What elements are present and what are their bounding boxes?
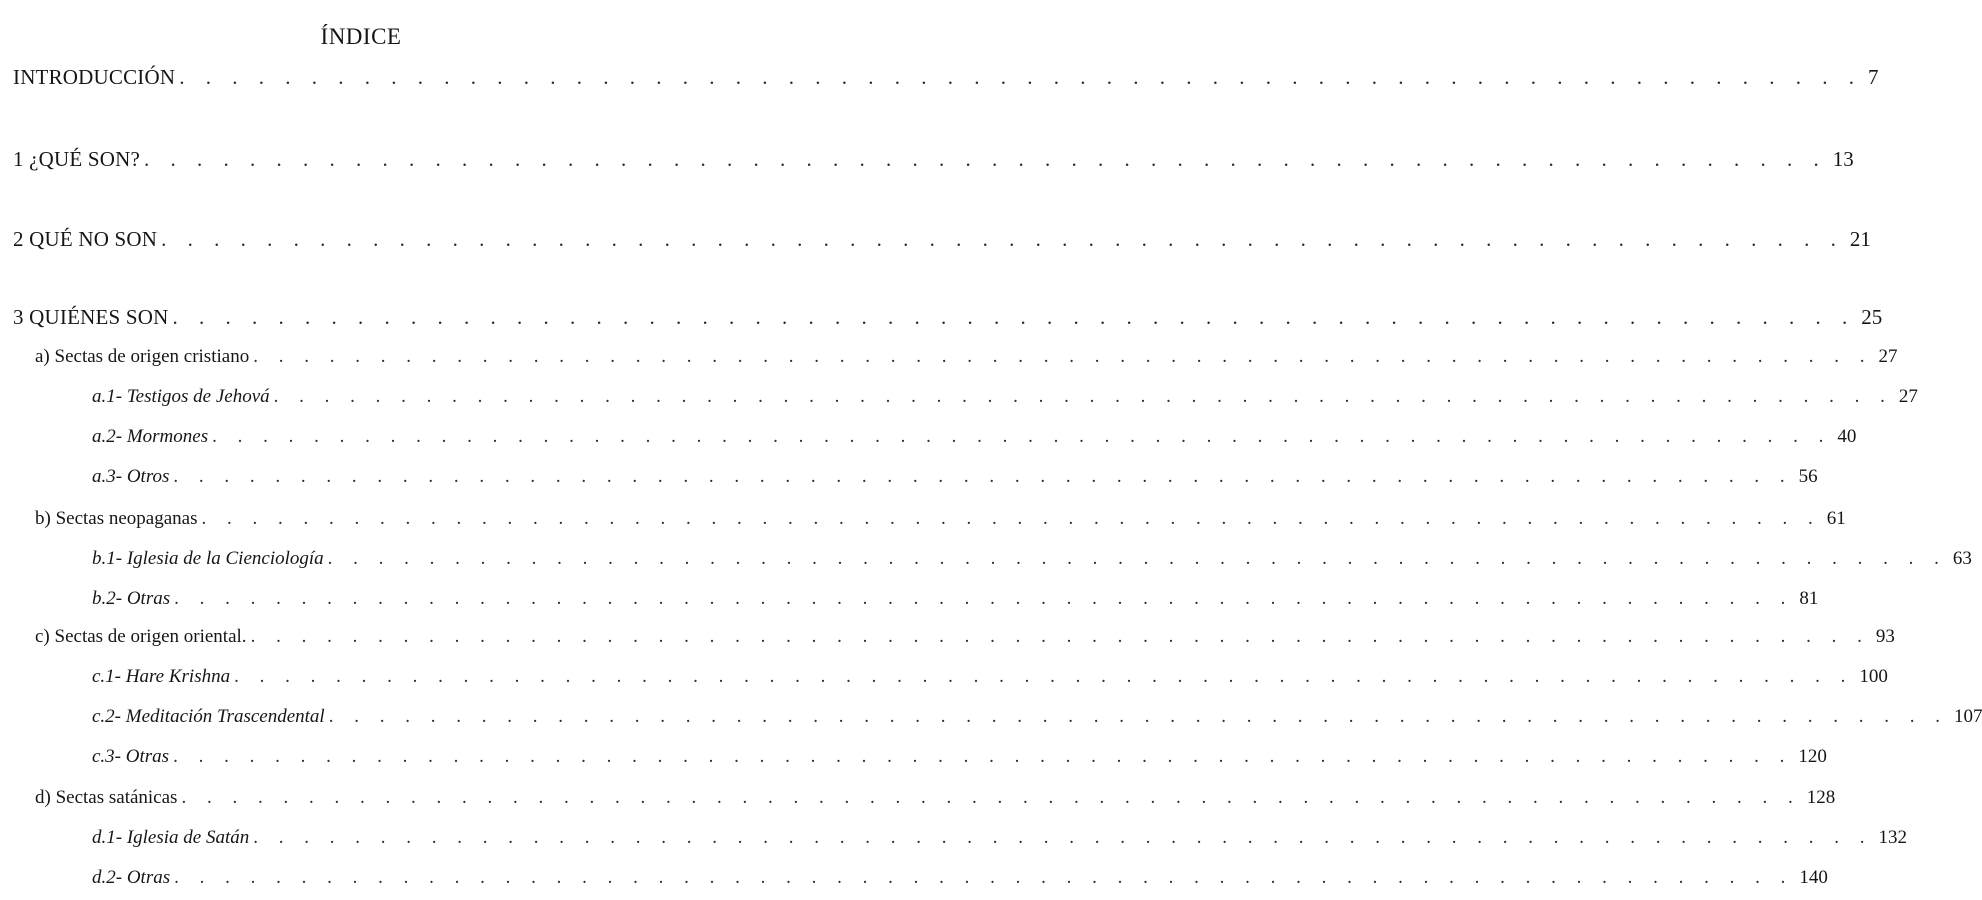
toc-entry-testigos[interactable] <box>92 382 1918 412</box>
toc-entry-iglesia-satan[interactable] <box>92 823 1908 853</box>
toc-entry-que-no-son[interactable] <box>13 224 1871 254</box>
toc-entry-sectas-satanicas[interactable] <box>35 783 1836 813</box>
toc-entry-meditacion[interactable] <box>92 702 1982 732</box>
toc-entry-hare-krishna[interactable] <box>92 662 1888 692</box>
dot-leader: . . . . . . . . . . . . . . . . . . . . . . . . . . . . . . . . . . . . . . . . . . . . . . . . . . . . . . . . . . . . . . . . <box>273 386 1893 407</box>
toc-entry-page: 93 <box>1875 626 1895 647</box>
toc-entry-page: 61 <box>1826 508 1846 529</box>
toc-entry-otros[interactable] <box>92 462 1818 492</box>
toc-entry-sectas-cristiano[interactable] <box>35 342 1898 372</box>
toc-entry-otras-c[interactable] <box>92 742 1827 772</box>
toc-entry-cienciologia[interactable] <box>92 544 1972 574</box>
toc-entry-label: c.2- Meditación Trascendental <box>92 706 325 727</box>
toc-entry-mormones[interactable] <box>92 422 1857 452</box>
dot-leader: . . . . . . . . . . . . . . . . . . . . . . . . . . . . . . . . . . . . . . . . . . . . . . . . . . . . . . . . . . . . . . . . <box>179 65 1862 89</box>
toc-entry-label: b.2- Otras <box>92 588 171 609</box>
toc-entry-sectas-oriental[interactable] <box>35 622 1895 652</box>
toc-entry-label: c) Sectas de origen oriental. <box>35 626 247 647</box>
toc-entry-page: 13 <box>1832 147 1854 171</box>
dot-leader: . . . . . . . . . . . . . . . . . . . . . . . . . . . . . . . . . . . . . . . . . . . . . . . . . . . . . . . . . . . . . . . . <box>327 548 1947 569</box>
toc-entry-page: 100 <box>1859 666 1888 687</box>
toc-entry-page: 63 <box>1952 548 1972 569</box>
toc-entry-que-son[interactable] <box>13 144 1854 174</box>
toc-entry-page: 107 <box>1953 706 1982 727</box>
toc-entry-page: 81 <box>1799 588 1819 609</box>
toc-entry-label: a.3- Otros <box>92 466 170 487</box>
toc-entry-page: 27 <box>1898 386 1918 407</box>
toc-entry-label: a.1- Testigos de Jehová <box>92 386 270 407</box>
toc-entry-label: 3 QUIÉNES SON <box>13 305 169 329</box>
dot-leader: . . . . . . . . . . . . . . . . . . . . . . . . . . . . . . . . . . . . . . . . . . . . . . . . . . . . . . . . . . . . . . . . <box>173 746 1793 767</box>
toc-entry-label: c.3- Otras <box>92 746 170 767</box>
dot-leader: . . . . . . . . . . . . . . . . . . . . . . . . . . . . . . . . . . . . . . . . . . . . . . . . . . . . . . . . . . . . . . . . <box>181 787 1801 808</box>
toc-entry-page: 40 <box>1837 426 1857 447</box>
toc-entry-label: d.2- Otras <box>92 867 171 888</box>
toc-entry-page: 25 <box>1861 305 1883 329</box>
dot-leader: . . . . . . . . . . . . . . . . . . . . . . . . . . . . . . . . . . . . . . . . . . . . . . . . . . . . . . . . . . . . . . . . <box>250 626 1870 647</box>
toc-entry-label: b) Sectas neopaganas <box>35 508 198 529</box>
toc-entry-page: 27 <box>1878 346 1898 367</box>
toc-entry-quienes-son[interactable] <box>13 302 1883 332</box>
dot-leader: . . . . . . . . . . . . . . . . . . . . . . . . . . . . . . . . . . . . . . . . . . . . . . . . . . . . . . . . . . . . . . . . <box>253 346 1873 367</box>
toc-entry-label: c.1- Hare Krishna <box>92 666 231 687</box>
toc-entry-label: a) Sectas de origen cristiano <box>35 346 250 367</box>
toc-entry-page: 120 <box>1798 746 1827 767</box>
dot-leader: . . . . . . . . . . . . . . . . . . . . . . . . . . . . . . . . . . . . . . . . . . . . . . . . . . . . . . . . . . . . . . . . <box>212 426 1832 447</box>
toc-entry-page: 140 <box>1799 867 1828 888</box>
toc-entry-label: b.1- Iglesia de la Cienciología <box>92 548 324 569</box>
dot-leader: . . . . . . . . . . . . . . . . . . . . . . . . . . . . . . . . . . . . . . . . . . . . . . . . . . . . . . . . . . . . . . . . <box>234 666 1854 687</box>
dot-leader: . . . . . . . . . . . . . . . . . . . . . . . . . . . . . . . . . . . . . . . . . . . . . . . . . . . . . . . . . . . . . . . . <box>174 867 1794 888</box>
toc-entry-label: d) Sectas satánicas <box>35 787 178 808</box>
toc-entry-sectas-neopaganas[interactable] <box>35 504 1846 534</box>
toc-entry-label: d.1- Iglesia de Satán <box>92 827 250 848</box>
toc-entry-label: 2 QUÉ NO SON <box>13 227 158 251</box>
toc-entry-introduccion[interactable] <box>13 62 1879 92</box>
toc-entry-label: INTRODUCCIÓN <box>13 65 176 89</box>
dot-leader: . . . . . . . . . . . . . . . . . . . . . . . . . . . . . . . . . . . . . . . . . . . . . . . . . . . . . . . . . . . . . . . . <box>173 466 1793 487</box>
dot-leader: . . . . . . . . . . . . . . . . . . . . . . . . . . . . . . . . . . . . . . . . . . . . . . . . . . . . . . . . . . . . . . . . <box>328 706 1948 727</box>
toc-entry-otras-b[interactable] <box>92 584 1819 614</box>
dot-leader: . . . . . . . . . . . . . . . . . . . . . . . . . . . . . . . . . . . . . . . . . . . . . . . . . . . . . . . . . . . . . . . . <box>201 508 1821 529</box>
toc-entry-page: 132 <box>1878 827 1908 848</box>
dot-leader: . . . . . . . . . . . . . . . . . . . . . . . . . . . . . . . . . . . . . . . . . . . . . . . . . . . . . . . . . . . . . . . . <box>174 588 1794 609</box>
toc-entry-label: a.2- Mormones <box>92 426 209 447</box>
toc-entry-page: 21 <box>1849 227 1871 251</box>
dot-leader: . . . . . . . . . . . . . . . . . . . . . . . . . . . . . . . . . . . . . . . . . . . . . . . . . . . . . . . . . . . . . . . . <box>172 305 1856 329</box>
toc-entry-otras-d[interactable] <box>92 863 1828 893</box>
dot-leader: . . . . . . . . . . . . . . . . . . . . . . . . . . . . . . . . . . . . . . . . . . . . . . . . . . . . . . . . . . . . . . . . <box>253 827 1873 848</box>
dot-leader: . . . . . . . . . . . . . . . . . . . . . . . . . . . . . . . . . . . . . . . . . . . . . . . . . . . . . . . . . . . . . . . . <box>144 147 1827 171</box>
dot-leader: . . . . . . . . . . . . . . . . . . . . . . . . . . . . . . . . . . . . . . . . . . . . . . . . . . . . . . . . . . . . . . . . <box>161 227 1844 251</box>
toc-entry-page: 128 <box>1806 787 1836 808</box>
page-title: ÍNDICE <box>320 24 402 49</box>
toc-entry-label: 1 ¿QUÉ SON? <box>13 147 141 171</box>
toc-entry-page: 7 <box>1867 65 1879 89</box>
toc-entry-page: 56 <box>1798 466 1818 487</box>
